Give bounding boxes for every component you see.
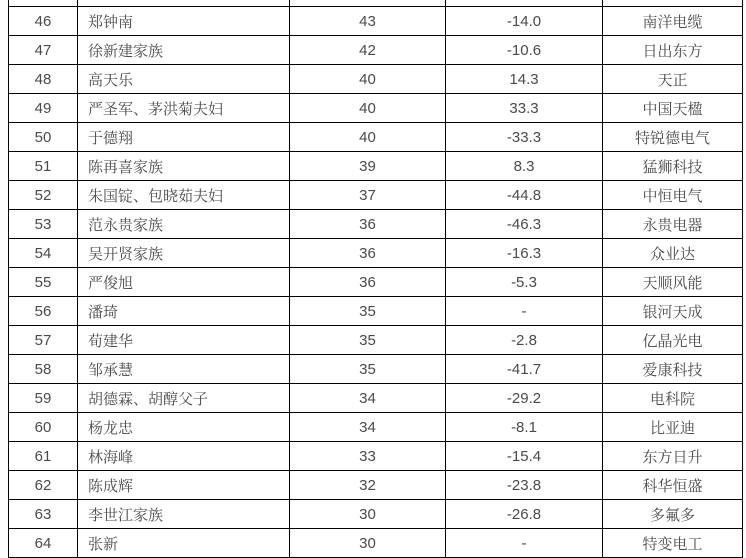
change-cell: -10.6: [446, 36, 603, 65]
rank-cell: 58: [9, 355, 78, 384]
table-row: [9, 210, 743, 239]
wealth-cell: 35: [290, 297, 446, 326]
rank-cell: 62: [9, 471, 78, 500]
change-cell: -46.3: [446, 210, 603, 239]
rank-cell: 64: [9, 529, 78, 558]
wealth-cell: 40: [290, 123, 446, 152]
company-cell: 日出东方: [603, 36, 743, 65]
wealth-cell: 30: [290, 500, 446, 529]
wealth-cell: 37: [290, 181, 446, 210]
name-cell: 潘琦: [78, 297, 290, 326]
rank-cell: 48: [9, 65, 78, 94]
name-cell: 严俊旭: [78, 268, 290, 297]
rank-cell: 63: [9, 500, 78, 529]
name-cell: 严圣军、茅洪菊夫妇: [78, 94, 290, 123]
change-cell: -44.8: [446, 181, 603, 210]
wealth-cell: 36: [290, 239, 446, 268]
wealth-cell: 32: [290, 471, 446, 500]
company-cell: 亿晶光电: [603, 326, 743, 355]
wealth-cell: 36: [290, 268, 446, 297]
table-row: [9, 123, 743, 152]
table-row: [9, 65, 743, 94]
rank-cell: 46: [9, 7, 78, 36]
rank-cell: 49: [9, 94, 78, 123]
rank-cell: 52: [9, 181, 78, 210]
company-cell: 银河天成: [603, 297, 743, 326]
name-cell: 邹承慧: [78, 355, 290, 384]
rank-cell: 55: [9, 268, 78, 297]
wealth-cell: 40: [290, 94, 446, 123]
rank-cell: 56: [9, 297, 78, 326]
table-row: [9, 36, 743, 65]
table-row: [9, 268, 743, 297]
name-cell: 张新: [78, 529, 290, 558]
wealth-cell: 34: [290, 413, 446, 442]
company-cell: 南洋电缆: [603, 7, 743, 36]
table-row: [9, 7, 743, 36]
wealth-cell: 33: [290, 442, 446, 471]
wealth-cell: 35: [290, 355, 446, 384]
name-cell: 高天乐: [78, 65, 290, 94]
change-cell: -41.7: [446, 355, 603, 384]
name-cell: 吴开贤家族: [78, 239, 290, 268]
company-cell: 天顺风能: [603, 268, 743, 297]
name-cell: 胡德霖、胡醇父子: [78, 384, 290, 413]
change-cell: -33.3: [446, 123, 603, 152]
name-cell: 杨龙忠: [78, 413, 290, 442]
rank-cell: 53: [9, 210, 78, 239]
company-cell: 天正: [603, 65, 743, 94]
name-cell: 林海峰: [78, 442, 290, 471]
name-cell: 范永贵家族: [78, 210, 290, 239]
table-row: [9, 94, 743, 123]
company-cell: 科华恒盛: [603, 471, 743, 500]
wealth-cell: 42: [290, 36, 446, 65]
name-cell: 陈再喜家族: [78, 152, 290, 181]
table-row: [9, 152, 743, 181]
rank-cell: 51: [9, 152, 78, 181]
change-cell: -26.8: [446, 500, 603, 529]
company-cell: 东方日升: [603, 442, 743, 471]
rank-cell: 47: [9, 36, 78, 65]
name-cell: 李世江家族: [78, 500, 290, 529]
table-row: [9, 239, 743, 268]
change-cell: -5.3: [446, 268, 603, 297]
change-cell: -14.0: [446, 7, 603, 36]
change-cell: -15.4: [446, 442, 603, 471]
change-cell: -: [446, 297, 603, 326]
table-row: [9, 442, 743, 471]
table-row: [9, 500, 743, 529]
company-cell: 猛狮科技: [603, 152, 743, 181]
name-cell: 荀建华: [78, 326, 290, 355]
table-row: [9, 326, 743, 355]
rank-cell: 54: [9, 239, 78, 268]
rank-cell: 59: [9, 384, 78, 413]
company-cell: 比亚迪: [603, 413, 743, 442]
company-cell: 中国天楹: [603, 94, 743, 123]
rank-cell: 60: [9, 413, 78, 442]
name-cell: 徐新建家族: [78, 36, 290, 65]
change-cell: -16.3: [446, 239, 603, 268]
change-cell: -2.8: [446, 326, 603, 355]
table-row: [9, 413, 743, 442]
name-cell: 陈成辉: [78, 471, 290, 500]
wealth-cell: 36: [290, 210, 446, 239]
company-cell: 中恒电气: [603, 181, 743, 210]
table-row: [9, 355, 743, 384]
company-cell: 特变电工: [603, 529, 743, 558]
change-cell: 8.3: [446, 152, 603, 181]
company-cell: 特锐德电气: [603, 123, 743, 152]
table-row: [9, 297, 743, 326]
change-cell: 14.3: [446, 65, 603, 94]
company-cell: 多氟多: [603, 500, 743, 529]
rich-list-table: [8, 0, 743, 558]
wealth-cell: 40: [290, 65, 446, 94]
table-row: [9, 529, 743, 558]
company-cell: 永贵电器: [603, 210, 743, 239]
table-row: [9, 384, 743, 413]
rank-cell: 61: [9, 442, 78, 471]
name-cell: 朱国锭、包晓茹夫妇: [78, 181, 290, 210]
change-cell: -29.2: [446, 384, 603, 413]
rank-cell: 50: [9, 123, 78, 152]
company-cell: 众业达: [603, 239, 743, 268]
name-cell: 郑钟南: [78, 7, 290, 36]
change-cell: -8.1: [446, 413, 603, 442]
change-cell: 33.3: [446, 94, 603, 123]
change-cell: -: [446, 529, 603, 558]
wealth-cell: 30: [290, 529, 446, 558]
table-row: [9, 181, 743, 210]
wealth-cell: 39: [290, 152, 446, 181]
company-cell: 电科院: [603, 384, 743, 413]
wealth-cell: 34: [290, 384, 446, 413]
wealth-cell: 35: [290, 326, 446, 355]
company-cell: 爱康科技: [603, 355, 743, 384]
wealth-cell: 43: [290, 7, 446, 36]
table-row: [9, 471, 743, 500]
rank-cell: 57: [9, 326, 78, 355]
change-cell: -23.8: [446, 471, 603, 500]
name-cell: 于德翔: [78, 123, 290, 152]
